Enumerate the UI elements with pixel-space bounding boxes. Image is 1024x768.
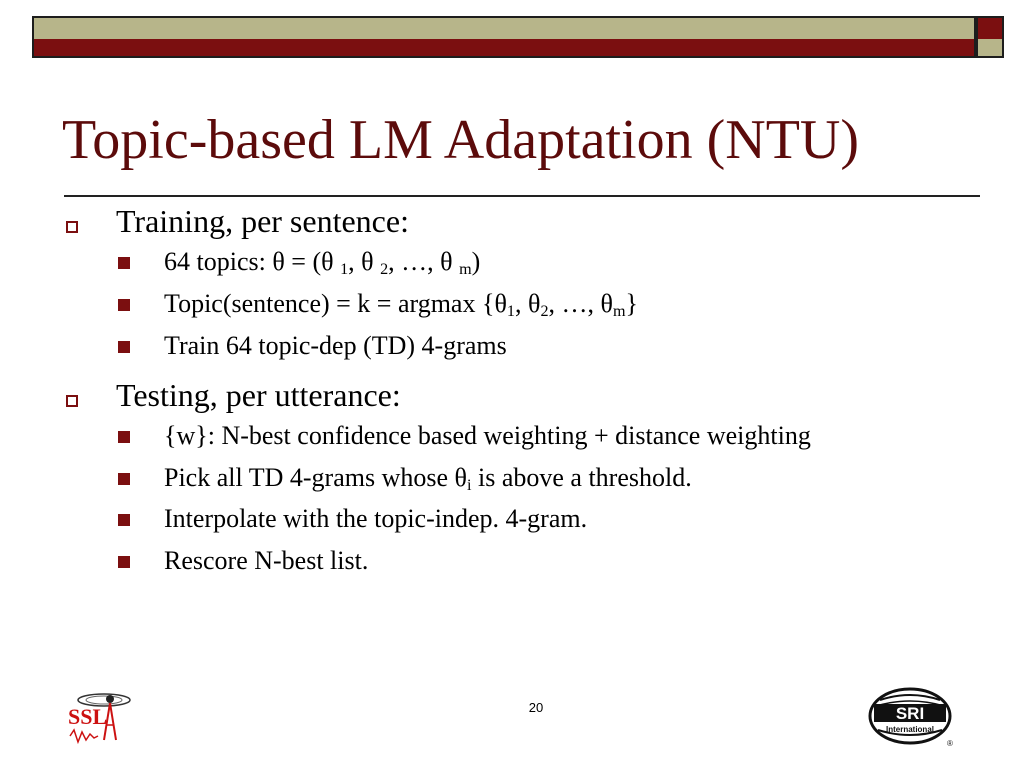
bullet-list bbox=[62, 200, 982, 587]
subscript: 1 bbox=[506, 303, 515, 321]
sub-bullet-weighting bbox=[62, 420, 904, 452]
square-bullet-icon bbox=[118, 299, 130, 311]
hollow-square-bullet-icon bbox=[66, 395, 78, 407]
subscript: 2 bbox=[540, 303, 549, 321]
title-rule bbox=[64, 195, 980, 197]
sub-bullet-text: Pick all TD 4-grams whose $\theta_i$ is above a threshold. bbox=[164, 462, 692, 494]
sub-bullet-train bbox=[62, 330, 982, 362]
header-bar-olive bbox=[32, 16, 976, 41]
header-square-maroon bbox=[976, 16, 1004, 41]
bullet-training bbox=[62, 202, 982, 240]
sub-bullet-pick bbox=[62, 462, 982, 494]
ssl-logo-text: SSL bbox=[68, 704, 108, 729]
square-bullet-icon bbox=[118, 431, 130, 443]
sub-bullet-text: {w}: N-best confidence based weighting + distance weighting bbox=[164, 420, 811, 450]
subscript: 2 bbox=[380, 261, 389, 279]
sub-bullet-text: Rescore N-best list. bbox=[164, 546, 369, 576]
square-bullet-icon bbox=[118, 514, 130, 526]
slide-title: Topic-based LM Adaptation (NTU) bbox=[62, 109, 859, 171]
square-bullet-icon bbox=[118, 257, 130, 269]
sub-bullet-text: Train 64 topic-dep (TD) 4-grams bbox=[164, 330, 507, 360]
sub-bullet-rescore bbox=[62, 545, 982, 577]
bullet-testing bbox=[62, 376, 982, 414]
sri-registered-mark: ® bbox=[947, 739, 953, 748]
square-bullet-icon bbox=[118, 473, 130, 485]
bullet-text: Training, per sentence: bbox=[116, 203, 409, 239]
page-number: 20 bbox=[528, 700, 544, 715]
subscript: 1 bbox=[340, 261, 349, 279]
header-bar-maroon bbox=[32, 39, 976, 58]
square-bullet-icon bbox=[118, 556, 130, 568]
hollow-square-bullet-icon bbox=[66, 221, 78, 233]
sri-logo-subtext: International bbox=[885, 725, 935, 734]
sub-bullet-text: 64 topics: θ = (θ $_1$, θ $_2$, …, θ $_m$) bbox=[164, 247, 481, 279]
sub-bullet-argmax bbox=[62, 288, 982, 320]
subscript: i bbox=[467, 476, 472, 494]
sri-logo-text: SRI bbox=[895, 704, 925, 723]
subscript: m bbox=[459, 261, 472, 279]
square-bullet-icon bbox=[118, 341, 130, 353]
ssl-logo bbox=[64, 690, 134, 750]
sri-logo bbox=[866, 686, 958, 748]
sub-bullet-text: Topic(sentence) = k = argmax {$\theta_1$, $\theta_2$, …, $\theta_m$} bbox=[164, 289, 638, 321]
subscript: m bbox=[612, 303, 626, 321]
sub-bullet-interpolate bbox=[62, 503, 982, 535]
bullet-text: Testing, per utterance: bbox=[116, 376, 401, 413]
sub-bullet-topics bbox=[62, 246, 982, 278]
header-square-olive bbox=[976, 39, 1004, 58]
sub-bullet-text: Interpolate with the topic-indep. 4-gram. bbox=[164, 504, 588, 534]
